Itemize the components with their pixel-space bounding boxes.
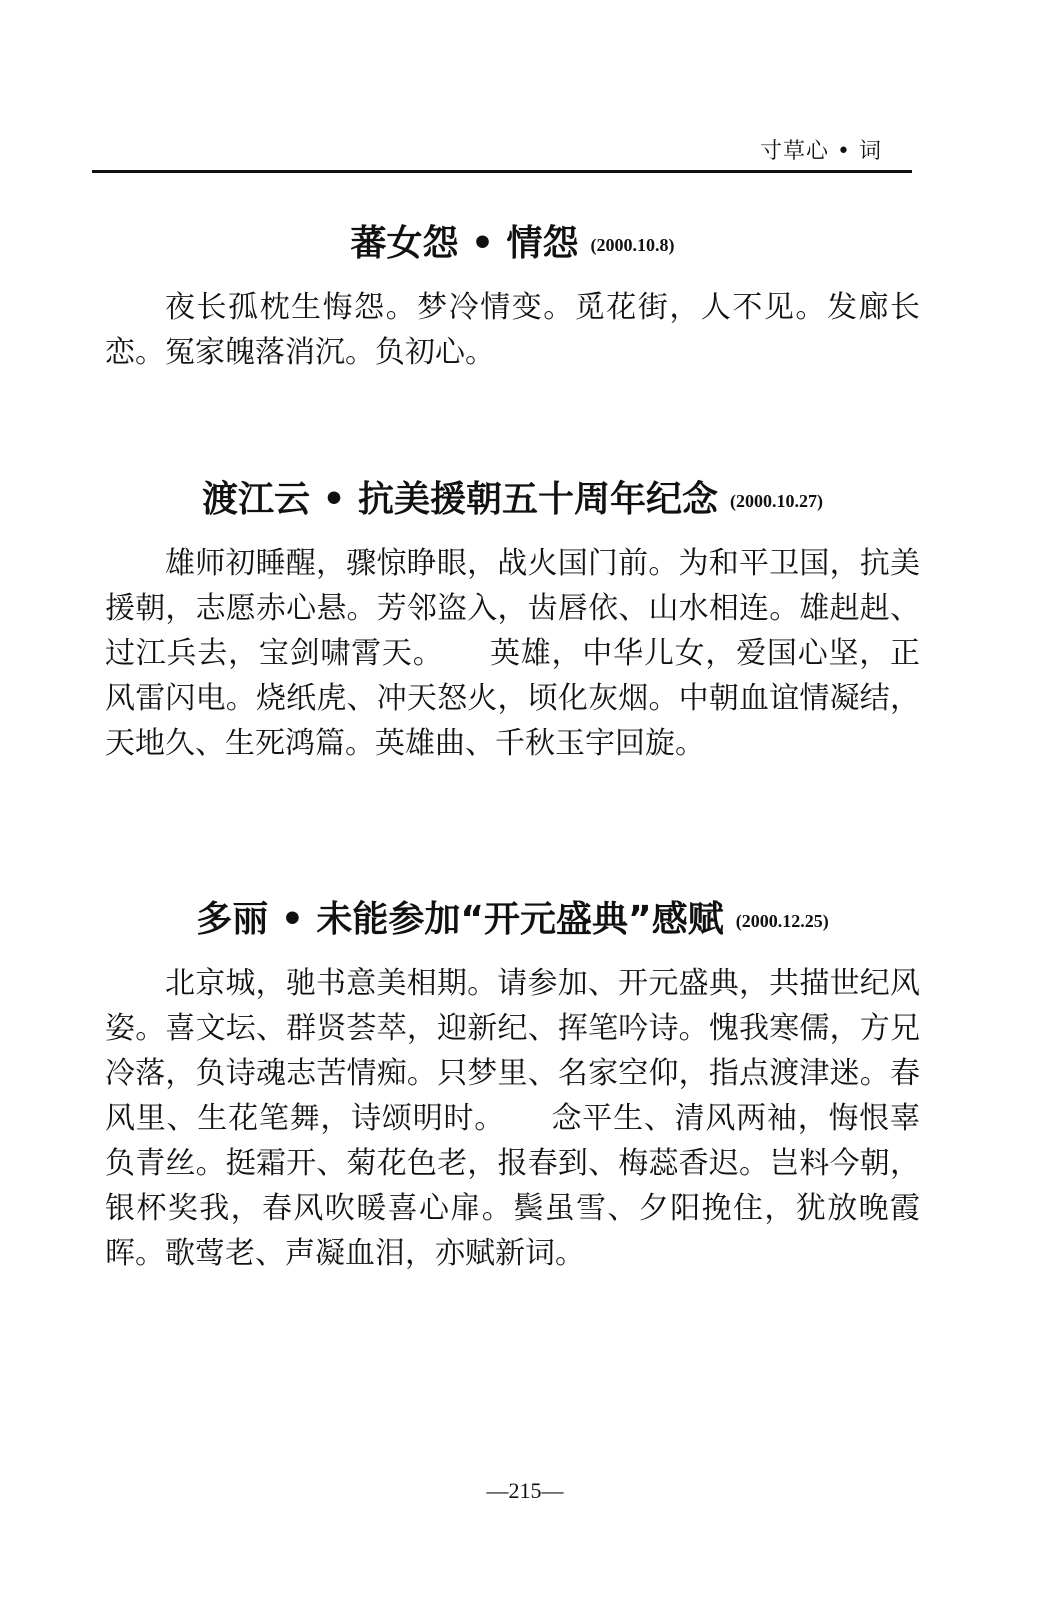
poem-section bbox=[105, 222, 920, 375]
poem-section bbox=[105, 478, 920, 766]
poem-date: (2000.12.25) bbox=[735, 911, 829, 931]
running-header bbox=[92, 130, 912, 173]
poem-title: 多丽 • 未能参加“开元盛典”感赋 bbox=[196, 899, 724, 940]
poem-date: (2000.10.27) bbox=[730, 491, 824, 511]
poem-section bbox=[105, 898, 920, 1276]
poem-title: 蕃女怨 • 情怨 bbox=[350, 223, 579, 264]
poem-body: 夜长孤枕生悔怨。梦冷情变。觅花街，人不见。发廊长恋。冤家魄落消沉。负初心。 bbox=[105, 290, 920, 370]
poem-heading bbox=[105, 222, 920, 267]
poem-body: 北京城，驰书意美相期。请参加、开元盛典，共描世纪风姿。喜文坛、群贤荟萃，迎新纪、挥笔吟诗。愧我寒儒，方兄冷落，负诗魂志苦情痴。只梦里、名家空仰，指点渡津迷。春风里、生花笔舞，诗颂明时。 念平生、清风两袖，悔恨辜负青丝。挺霜开、菊花色老，报春到、梅蕊香迟。岂料今朝，银杯奖我，春风吹暖喜心扉。鬓虽雪、夕阳挽住，犹放晚霞晖。歌莺老、声凝血泪，亦赋新词。 bbox=[105, 966, 920, 1271]
poem-heading bbox=[105, 898, 920, 943]
poem-body: 雄师初睡醒，骤惊睁眼，战火国门前。为和平卫国，抗美援朝，志愿赤心悬。芳邻盗入，齿唇依、山水相连。雄赳赳、过江兵去，宝剑啸霄天。 英雄，中华儿女，爱国心坚，正风雷闪电。烧纸虎、冲天怒火，顷化灰烟。中朝血谊情凝结，天地久、生死鸿篇。英雄曲、千秋玉宇回旋。 bbox=[105, 546, 920, 761]
poem-date: (2000.10.8) bbox=[590, 235, 675, 255]
running-title: 寸草心 • 词 bbox=[760, 139, 882, 164]
poem-heading bbox=[105, 478, 920, 523]
poem-title: 渡江云 • 抗美援朝五十周年纪念 bbox=[201, 479, 719, 520]
page-number: —215— bbox=[486, 1478, 564, 1503]
